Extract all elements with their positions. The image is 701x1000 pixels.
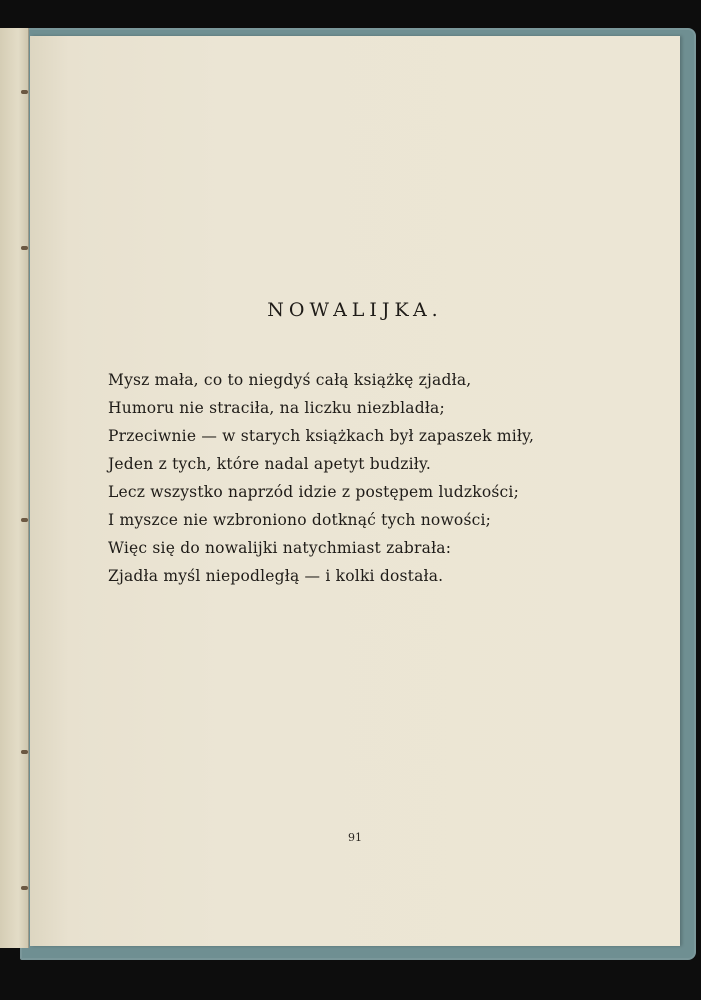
binding-thread-mark xyxy=(21,750,28,754)
binding-thread-mark xyxy=(21,90,28,94)
binding-thread-mark xyxy=(21,886,28,890)
poem-line: Przeciwnie — w starych książkach był zapaszek miły, xyxy=(108,427,535,445)
poem-line: Mysz mała, co to niegdyś całą książkę zjadła, xyxy=(108,371,472,389)
book-page xyxy=(30,36,680,946)
page-number: 91 xyxy=(348,831,362,844)
poem-title: NOWALIJKA. xyxy=(267,299,443,321)
poem-text xyxy=(108,366,578,590)
poem-line: Humoru nie straciła, na liczku niezbladła; xyxy=(108,399,445,417)
poem-line: Więc się do nowalijki natychmiast zabrała: xyxy=(108,539,452,557)
poem-line: I myszce nie wzbroniono dotknąć tych nowości; xyxy=(108,511,492,529)
binding-thread-mark xyxy=(21,246,28,250)
poem-line: Zjadła myśl niepodległą — i kolki dostała. xyxy=(108,567,444,585)
left-page-edge xyxy=(0,28,29,948)
poem-line: Lecz wszystko naprzód idzie z postępem ludzkości; xyxy=(108,483,520,501)
poem-line: Jeden z tych, które nadal apetyt budziły. xyxy=(108,455,431,473)
binding-thread-mark xyxy=(21,518,28,522)
